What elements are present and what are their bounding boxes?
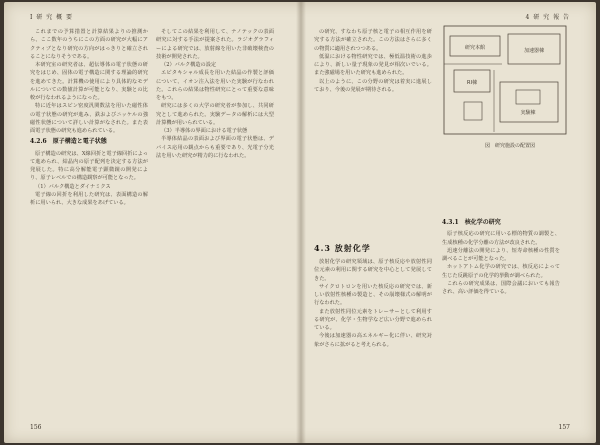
figure-label: RI棟 — [467, 80, 477, 86]
paragraph: （2）バルク構造の設定 — [161, 62, 217, 68]
subsection-heading: 4.2.6 原子構造と電子状態 — [30, 138, 107, 146]
left-page-number: 156 — [30, 424, 42, 431]
paragraph: また放射性同位元素をトレーサーとして利用する研究が、化学・生物学など広い分野で進められている。 — [314, 308, 432, 331]
paragraph: エピタキシャル成長を用いた結晶の作製と評価について、イオン注入法を用いた実験が行なわれた。これらの結果は物性研究にとって重要な意味をもつ。 — [156, 70, 274, 101]
paragraph: 電子線の回折を利用した研究は、表面構造の解析に用いられ、大きな成果をあげている。 — [30, 191, 148, 206]
paragraph: これまでの予算措置と計算結果よりの推測から、ここ数年のうちにこの方面の研究が大幅にアクティブとなり研究の方向がはっきりと確立されることになりそうである。 — [30, 29, 148, 60]
paragraph: 今後は加速器の高エネルギー化に伴い、研究対象がさらに拡がると考えられる。 — [314, 333, 432, 348]
paragraph: （1）バルク構造とダイナミクス — [35, 183, 111, 190]
paragraph: 以上のように、この分野の研究は着実に進展しており、今後の発展が期待される。 — [314, 78, 432, 93]
paragraph: の研究、すなわち原子核と電子の相互作用を研究する方法が確立された。この方法はさらに多くの物質に適用されつつある。 — [314, 29, 432, 52]
paragraph: 原子核反応の研究に用いる標的物質の調製と、生成核種の化学分離の方法が改良された。 — [442, 231, 560, 246]
figure-label: 実験棟 — [520, 110, 536, 116]
paragraph: 迅速分離法の開発により、短寿命核種の性質を調べることが可能となった。 — [442, 247, 560, 262]
left-page — [4, 2, 296, 443]
right-page — [306, 2, 596, 443]
paragraph: 本研究室の研究者は、超伝導体の電子状態の研究をはじめ、固体の電子構造に関する理論的研究を進めてきた。計算機の使用により具体的なモデルについての数値計算が可能となり、実験との比較が行なわれるようになった。 — [30, 62, 148, 101]
paragraph: （3）半導体の界面における電子状態 — [161, 128, 248, 134]
paragraph: 半導体結晶の表面および界面の電子状態は、デバイス応用の観点からも重要であり、光電子分光法を用いた研究が精力的に行なわれた。 — [156, 136, 274, 159]
paragraph: これらの研究成果は、国際会議においても報告され、高い評価を得ている。 — [442, 280, 560, 295]
subsection-heading: 4.3.1 核化学の研究 — [442, 219, 501, 226]
book-gutter — [296, 2, 306, 443]
paragraph: そしてこの結果を利用して、ナノテックの表面研究に対する手法が提案された。ラジオグラフィーによる研究では、放射線を用いた非破壊検査の技術が開発された。 — [156, 29, 274, 60]
right-page-number: 157 — [558, 424, 570, 431]
right-page-column-1-lower — [314, 258, 432, 428]
floor-plan-drawing — [442, 24, 568, 136]
paragraph: 放射化学の研究領域は、原子核反応や放射性同位元素の利用に関する研究を中心として発展してきた。 — [314, 259, 432, 282]
right-page-column-1 — [314, 28, 432, 218]
paragraph: ホットアトム化学の研究では、核反応によって生じた反跳原子の化学的挙動が調べられた。 — [442, 264, 560, 279]
paragraph: 低温における物性研究では、極低温技術の進歩により、新しい量子現象の発見が相次いでいる。また強磁場を用いた研究も進められた。 — [314, 53, 432, 77]
figure-caption: 図 研究施設の配置図 — [484, 143, 535, 149]
left-running-head: Ⅰ 研 究 概 要 — [30, 14, 73, 21]
paragraph: サイクロトロンを用いた核反応の研究では、新しい放射性核種の製造と、その崩壊様式の解明が行なわれた。 — [314, 283, 432, 307]
paragraph: 特に近年はスピン密度汎関数法を用いた磁性体の電子状態の研究が進み、鉄およびニッケルの強磁性状態について詳しい計算がなされた。また表面電子状態の研究も進められている。 — [30, 103, 148, 134]
figure-label: 加速器棟 — [523, 48, 545, 54]
paragraph: 原子構造の研究は、X線回折と電子線回折によって進められ、結晶内の原子配列を決定する方法が発展した。特に高分解能電子顕微鏡の開発により、原子レベルでの構造観察が可能となった。 — [30, 150, 148, 182]
right-page-column-2-lower — [442, 216, 560, 428]
book-spread — [4, 2, 596, 443]
left-page-column-2 — [156, 28, 274, 433]
left-page-column-1 — [30, 28, 148, 433]
section-title: 4.3 放射化学 — [314, 243, 371, 253]
right-running-head: 4 研 究 報 告 — [525, 14, 570, 21]
facility-floor-plan-figure — [442, 24, 568, 136]
paragraph: 研究には多くの大学の研究者が参加し、共同研究として進められた。実験データの解析には大型計算機が用いられている。 — [156, 103, 274, 126]
figure-label: 研究本館 — [464, 45, 486, 51]
